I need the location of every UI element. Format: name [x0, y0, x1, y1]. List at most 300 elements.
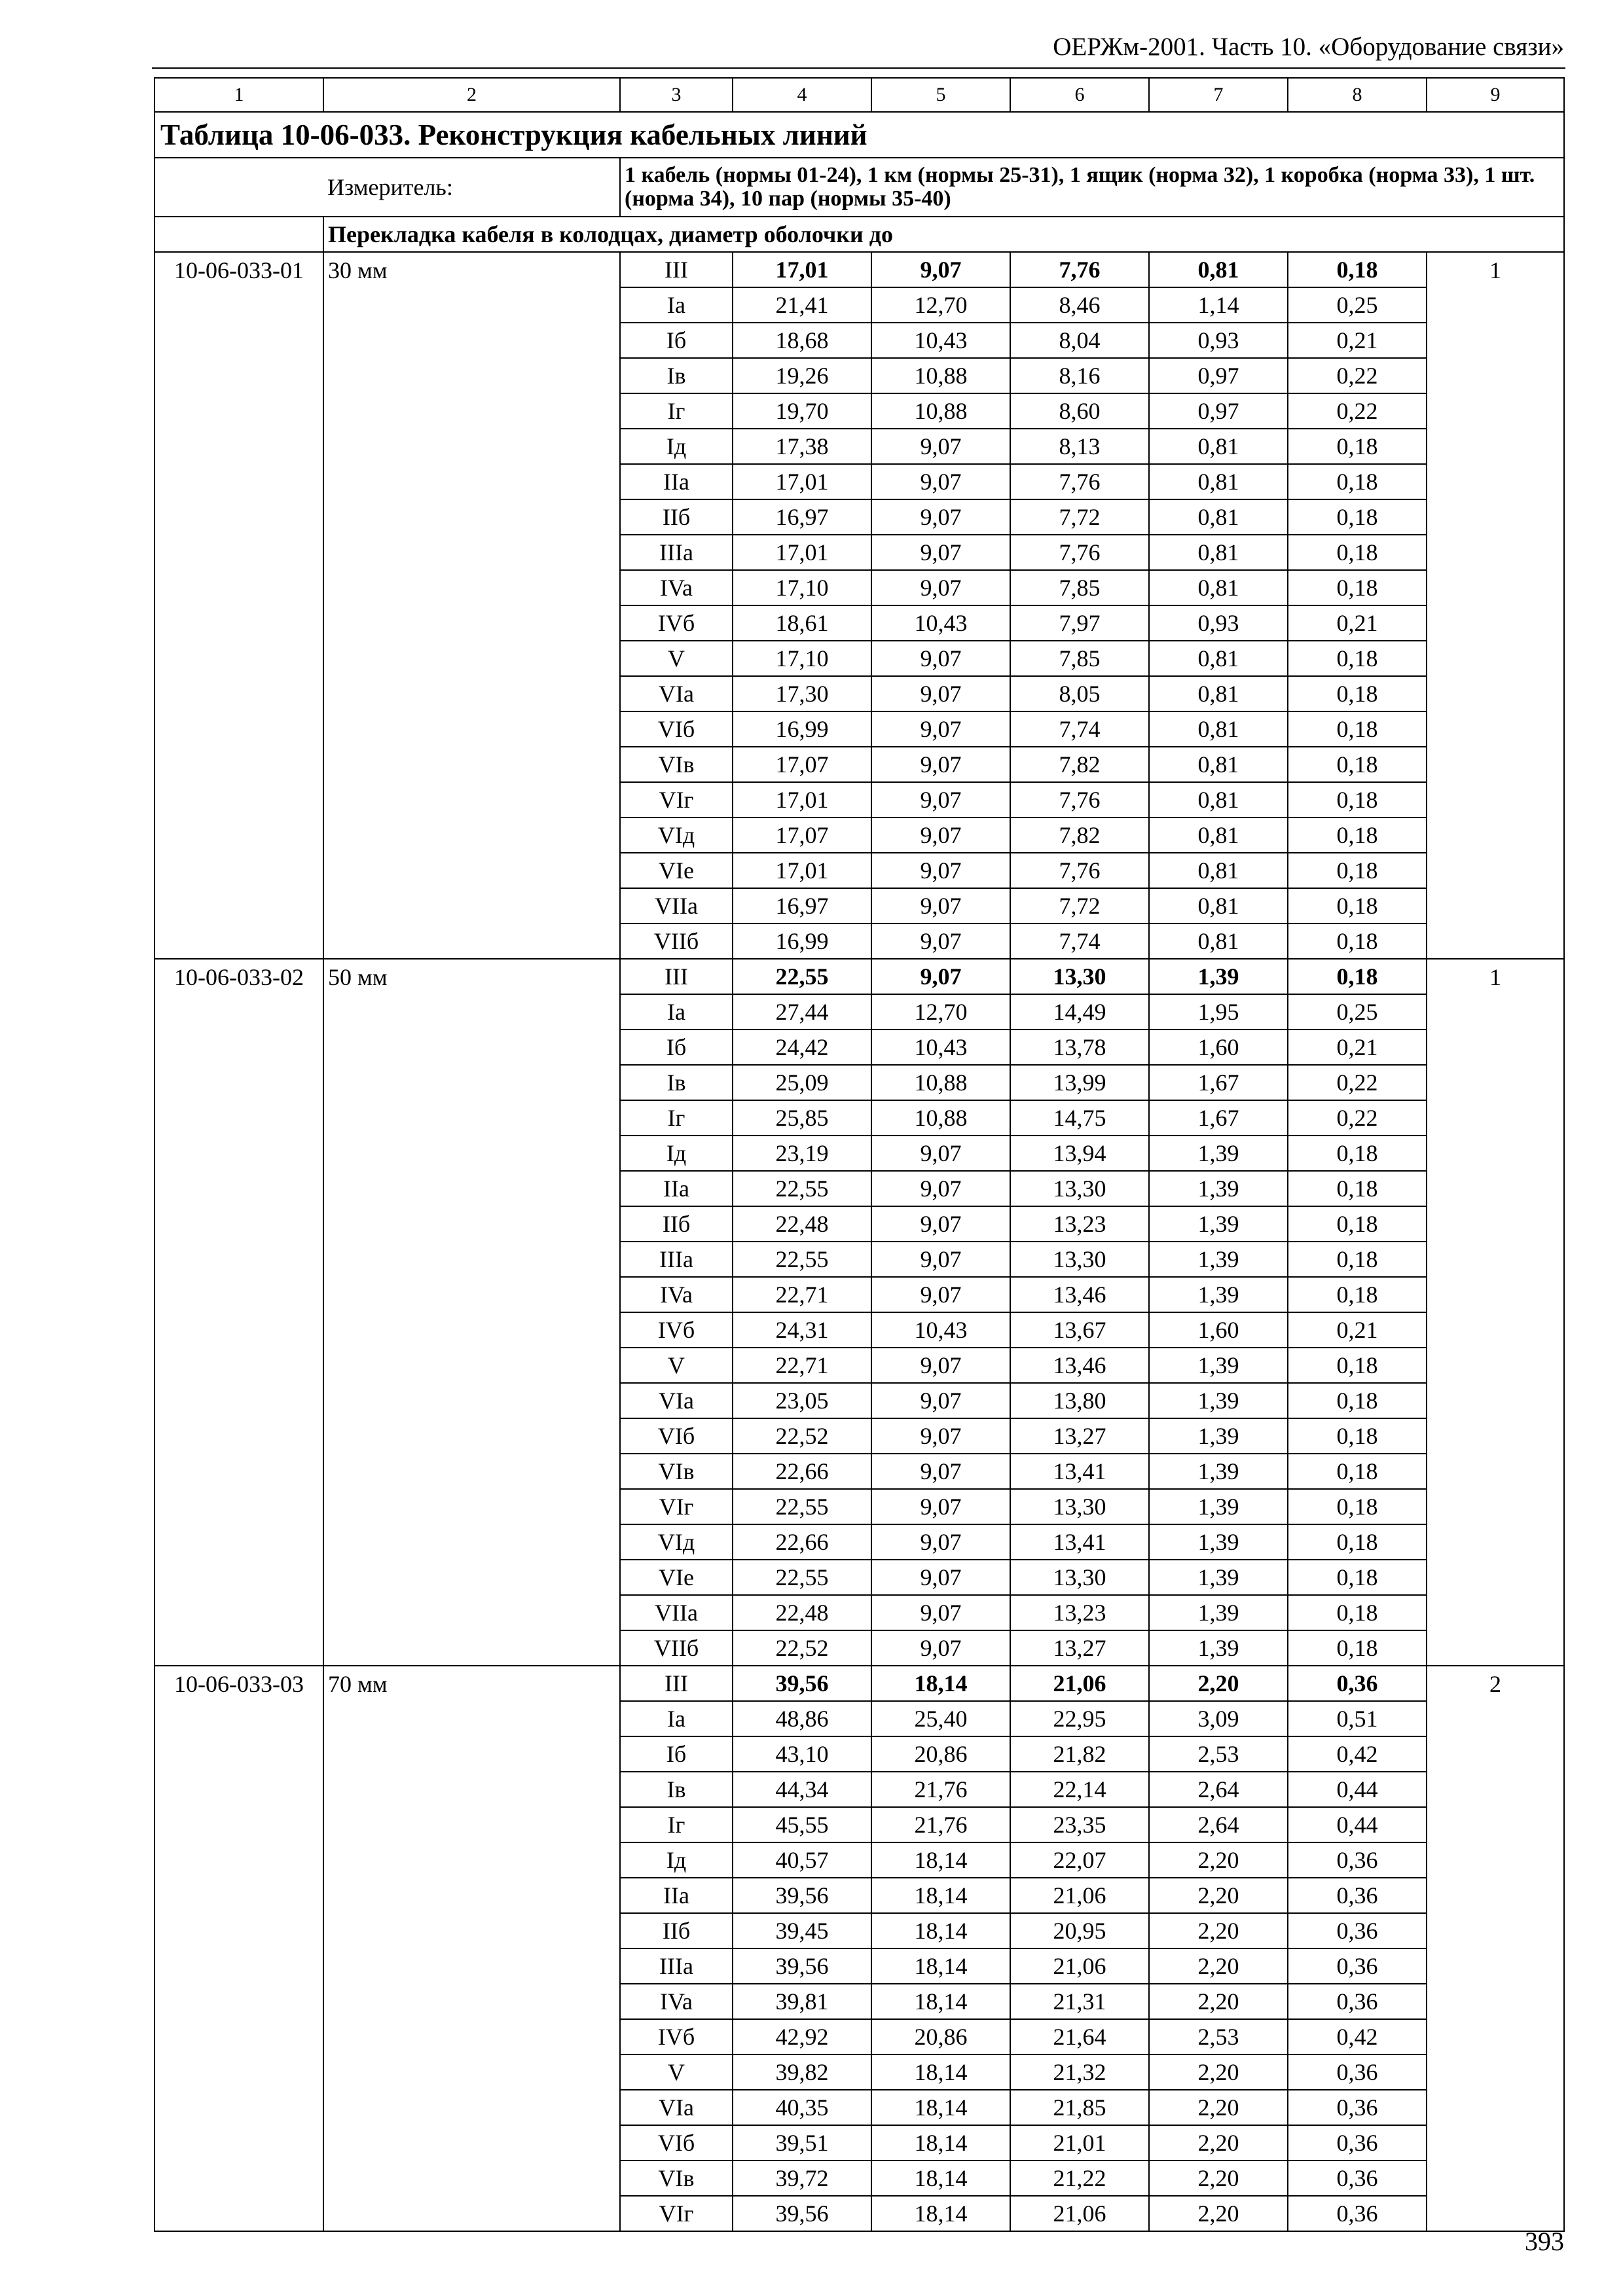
value-cell: 0,93: [1149, 323, 1288, 358]
value-cell: 18,14: [871, 2196, 1010, 2231]
value-cell: 0,81: [1149, 888, 1288, 924]
value-cell: 10,88: [871, 358, 1010, 393]
value-cell: 9,07: [871, 1171, 1010, 1206]
value-cell: 9,07: [871, 641, 1010, 676]
value-cell: 7,76: [1010, 464, 1149, 499]
value-cell: 44,34: [733, 1772, 871, 1807]
value-cell: 0,18: [1288, 535, 1427, 570]
value-cell: 18,68: [733, 323, 871, 358]
value-cell: 0,81: [1149, 570, 1288, 605]
value-cell: 0,18: [1288, 1489, 1427, 1524]
table-row: [155, 1666, 1564, 1701]
value-cell: 39,82: [733, 2054, 871, 2090]
value-cell: 16,97: [733, 499, 871, 535]
value-cell: 0,18: [1288, 429, 1427, 464]
value-cell: 7,76: [1010, 782, 1149, 817]
value-cell: 0,21: [1288, 323, 1427, 358]
value-cell: 9,07: [871, 1524, 1010, 1560]
value-cell: 2,20: [1149, 1913, 1288, 1948]
zone-cell: Iд: [620, 1136, 733, 1171]
column9-value: 1: [1427, 252, 1564, 959]
value-cell: 9,07: [871, 1454, 1010, 1489]
value-cell: 9,07: [871, 429, 1010, 464]
value-cell: 9,07: [871, 464, 1010, 499]
value-cell: 18,14: [871, 1878, 1010, 1913]
norm-code: 10-06-033-01: [155, 252, 323, 959]
value-cell: 0,22: [1288, 393, 1427, 429]
value-cell: 17,10: [733, 641, 871, 676]
value-cell: 9,07: [871, 676, 1010, 711]
value-cell: 17,38: [733, 429, 871, 464]
zone-cell: VIa: [620, 2090, 733, 2125]
value-cell: 16,97: [733, 888, 871, 924]
value-cell: 20,86: [871, 2019, 1010, 2054]
value-cell: 13,99: [1010, 1065, 1149, 1100]
value-cell: 10,43: [871, 1312, 1010, 1348]
value-cell: 2,20: [1149, 1948, 1288, 1984]
value-cell: 9,07: [871, 959, 1010, 994]
value-cell: 0,18: [1288, 959, 1427, 994]
value-cell: 18,14: [871, 1666, 1010, 1701]
zone-cell: VIe: [620, 853, 733, 888]
zone-cell: Iв: [620, 358, 733, 393]
value-cell: 23,35: [1010, 1807, 1149, 1842]
zone-cell: Ia: [620, 994, 733, 1030]
value-cell: 1,60: [1149, 1030, 1288, 1065]
value-cell: 0,18: [1288, 1560, 1427, 1595]
zone-cell: VIг: [620, 782, 733, 817]
value-cell: 0,36: [1288, 1913, 1427, 1948]
zone-cell: VIд: [620, 817, 733, 853]
value-cell: 17,01: [733, 252, 871, 287]
value-cell: 18,14: [871, 1984, 1010, 2019]
value-cell: 17,30: [733, 676, 871, 711]
value-cell: 0,36: [1288, 1984, 1427, 2019]
value-cell: 0,51: [1288, 1701, 1427, 1736]
value-cell: 10,88: [871, 393, 1010, 429]
value-cell: 9,07: [871, 853, 1010, 888]
value-cell: 9,07: [871, 782, 1010, 817]
value-cell: 7,72: [1010, 499, 1149, 535]
zone-cell: IVa: [620, 1277, 733, 1312]
value-cell: 0,81: [1149, 782, 1288, 817]
zone-cell: VIIa: [620, 888, 733, 924]
value-cell: 0,18: [1288, 782, 1427, 817]
value-cell: 13,30: [1010, 1242, 1149, 1277]
zone-cell: V: [620, 2054, 733, 2090]
value-cell: 0,36: [1288, 2090, 1427, 2125]
value-cell: 13,46: [1010, 1277, 1149, 1312]
zone-cell: Iд: [620, 429, 733, 464]
value-cell: 22,14: [1010, 1772, 1149, 1807]
value-cell: 0,42: [1288, 2019, 1427, 2054]
value-cell: 2,20: [1149, 1666, 1288, 1701]
value-cell: 45,55: [733, 1807, 871, 1842]
value-cell: 0,18: [1288, 711, 1427, 747]
value-cell: 9,07: [871, 1383, 1010, 1418]
value-cell: 0,18: [1288, 1136, 1427, 1171]
value-cell: 0,22: [1288, 1065, 1427, 1100]
value-cell: 17,01: [733, 853, 871, 888]
value-cell: 7,72: [1010, 888, 1149, 924]
value-cell: 0,18: [1288, 817, 1427, 853]
value-cell: 7,76: [1010, 535, 1149, 570]
zone-cell: V: [620, 641, 733, 676]
value-cell: 8,16: [1010, 358, 1149, 393]
value-cell: 1,39: [1149, 1630, 1288, 1666]
zone-cell: VIIб: [620, 924, 733, 959]
zone-cell: VIг: [620, 2196, 733, 2231]
value-cell: 13,41: [1010, 1454, 1149, 1489]
rates-table: [154, 77, 1565, 2232]
value-cell: 2,20: [1149, 1878, 1288, 1913]
value-cell: 10,43: [871, 1030, 1010, 1065]
value-cell: 9,07: [871, 1489, 1010, 1524]
value-cell: 22,07: [1010, 1842, 1149, 1878]
meter-blank: [155, 158, 323, 217]
value-cell: 22,66: [733, 1454, 871, 1489]
zone-cell: Iв: [620, 1772, 733, 1807]
value-cell: 14,75: [1010, 1100, 1149, 1136]
zone-cell: IIб: [620, 499, 733, 535]
zone-cell: III: [620, 1666, 733, 1701]
value-cell: 39,56: [733, 1878, 871, 1913]
zone-cell: IVб: [620, 1312, 733, 1348]
value-cell: 9,07: [871, 1242, 1010, 1277]
value-cell: 19,26: [733, 358, 871, 393]
table-row: [155, 252, 1564, 287]
norm-code: 10-06-033-03: [155, 1666, 323, 2231]
value-cell: 13,27: [1010, 1418, 1149, 1454]
value-cell: 0,18: [1288, 641, 1427, 676]
value-cell: 22,55: [733, 1242, 871, 1277]
value-cell: 0,21: [1288, 605, 1427, 641]
value-cell: 0,18: [1288, 1277, 1427, 1312]
value-cell: 18,61: [733, 605, 871, 641]
value-cell: 0,18: [1288, 853, 1427, 888]
page-number: 393: [1525, 2227, 1564, 2256]
value-cell: 21,06: [1010, 1878, 1149, 1913]
zone-cell: VIв: [620, 2161, 733, 2196]
value-cell: 2,64: [1149, 1772, 1288, 1807]
value-cell: 1,39: [1149, 1595, 1288, 1630]
value-cell: 0,36: [1288, 2161, 1427, 2196]
value-cell: 9,07: [871, 711, 1010, 747]
value-cell: 14,49: [1010, 994, 1149, 1030]
value-cell: 18,14: [871, 2161, 1010, 2196]
value-cell: 1,39: [1149, 959, 1288, 994]
value-cell: 0,18: [1288, 252, 1427, 287]
value-cell: 8,46: [1010, 287, 1149, 323]
value-cell: 9,07: [871, 535, 1010, 570]
meter-row: [155, 158, 1564, 217]
value-cell: 13,94: [1010, 1136, 1149, 1171]
value-cell: 9,07: [871, 1560, 1010, 1595]
value-cell: 39,45: [733, 1913, 871, 1948]
value-cell: 7,74: [1010, 924, 1149, 959]
value-cell: 0,21: [1288, 1312, 1427, 1348]
value-cell: 21,64: [1010, 2019, 1149, 2054]
value-cell: 0,18: [1288, 1383, 1427, 1418]
value-cell: 1,39: [1149, 1136, 1288, 1171]
value-cell: 22,55: [733, 959, 871, 994]
value-cell: 1,39: [1149, 1242, 1288, 1277]
value-cell: 10,43: [871, 605, 1010, 641]
value-cell: 0,25: [1288, 994, 1427, 1030]
value-cell: 13,30: [1010, 1489, 1149, 1524]
column-number: 3: [620, 78, 733, 112]
diameter: 50 мм: [323, 959, 620, 1666]
value-cell: 2,64: [1149, 1807, 1288, 1842]
meter-label: Измеритель:: [323, 158, 620, 217]
zone-cell: IIб: [620, 1206, 733, 1242]
value-cell: 9,07: [871, 888, 1010, 924]
value-cell: 1,60: [1149, 1312, 1288, 1348]
value-cell: 18,14: [871, 1913, 1010, 1948]
value-cell: 0,18: [1288, 1524, 1427, 1560]
value-cell: 0,81: [1149, 853, 1288, 888]
value-cell: 13,67: [1010, 1312, 1149, 1348]
diameter: 70 мм: [323, 1666, 620, 2231]
value-cell: 0,18: [1288, 1630, 1427, 1666]
value-cell: 0,36: [1288, 1878, 1427, 1913]
zone-cell: IIa: [620, 464, 733, 499]
value-cell: 18,14: [871, 1842, 1010, 1878]
zone-cell: Iг: [620, 1807, 733, 1842]
value-cell: 1,39: [1149, 1418, 1288, 1454]
value-cell: 13,30: [1010, 1171, 1149, 1206]
zone-cell: IVa: [620, 570, 733, 605]
value-cell: 25,40: [871, 1701, 1010, 1736]
column9-value: 1: [1427, 959, 1564, 1666]
value-cell: 0,18: [1288, 1242, 1427, 1277]
page-header: ОЕРЖм-2001. Часть 10. «Оборудование связи»: [1053, 33, 1564, 61]
value-cell: 13,30: [1010, 959, 1149, 994]
value-cell: 0,81: [1149, 747, 1288, 782]
value-cell: 21,82: [1010, 1736, 1149, 1772]
value-cell: 1,39: [1149, 1383, 1288, 1418]
value-cell: 0,21: [1288, 1030, 1427, 1065]
value-cell: 0,18: [1288, 1348, 1427, 1383]
zone-cell: Ia: [620, 1701, 733, 1736]
zone-cell: IVa: [620, 1984, 733, 2019]
column-number: 4: [733, 78, 871, 112]
column-number-row: [155, 78, 1564, 112]
value-cell: 9,07: [871, 252, 1010, 287]
value-cell: 1,39: [1149, 1489, 1288, 1524]
zone-cell: VIa: [620, 676, 733, 711]
value-cell: 0,81: [1149, 464, 1288, 499]
zone-cell: IVб: [620, 2019, 733, 2054]
value-cell: 0,97: [1149, 358, 1288, 393]
value-cell: 0,18: [1288, 1595, 1427, 1630]
value-cell: 39,81: [733, 1984, 871, 2019]
value-cell: 7,82: [1010, 747, 1149, 782]
value-cell: 7,82: [1010, 817, 1149, 853]
table-title: Таблица 10-06-033. Реконструкция кабельных линий: [155, 112, 1564, 158]
value-cell: 0,36: [1288, 2125, 1427, 2161]
value-cell: 0,44: [1288, 1772, 1427, 1807]
zone-cell: IIa: [620, 1171, 733, 1206]
value-cell: 39,51: [733, 2125, 871, 2161]
value-cell: 2,20: [1149, 2196, 1288, 2231]
header-rule: [152, 67, 1565, 69]
value-cell: 0,18: [1288, 570, 1427, 605]
column-number: 9: [1427, 78, 1564, 112]
value-cell: 21,22: [1010, 2161, 1149, 2196]
value-cell: 19,70: [733, 393, 871, 429]
value-cell: 17,01: [733, 782, 871, 817]
column-number: 7: [1149, 78, 1288, 112]
zone-cell: III: [620, 959, 733, 994]
value-cell: 1,39: [1149, 1206, 1288, 1242]
value-cell: 22,71: [733, 1277, 871, 1312]
value-cell: 40,35: [733, 2090, 871, 2125]
value-cell: 0,22: [1288, 358, 1427, 393]
zone-cell: VIд: [620, 1524, 733, 1560]
value-cell: 17,01: [733, 464, 871, 499]
value-cell: 2,20: [1149, 2161, 1288, 2196]
value-cell: 21,32: [1010, 2054, 1149, 2090]
value-cell: 0,36: [1288, 2196, 1427, 2231]
zone-cell: IIIa: [620, 535, 733, 570]
value-cell: 9,07: [871, 1136, 1010, 1171]
value-cell: 1,14: [1149, 287, 1288, 323]
value-cell: 21,41: [733, 287, 871, 323]
value-cell: 9,07: [871, 1206, 1010, 1242]
value-cell: 1,95: [1149, 994, 1288, 1030]
value-cell: 0,18: [1288, 499, 1427, 535]
value-cell: 13,30: [1010, 1560, 1149, 1595]
zone-cell: Iг: [620, 1100, 733, 1136]
value-cell: 23,19: [733, 1136, 871, 1171]
value-cell: 21,76: [871, 1807, 1010, 1842]
value-cell: 21,01: [1010, 2125, 1149, 2161]
value-cell: 22,48: [733, 1595, 871, 1630]
value-cell: 7,76: [1010, 252, 1149, 287]
value-cell: 0,18: [1288, 747, 1427, 782]
value-cell: 17,10: [733, 570, 871, 605]
value-cell: 13,78: [1010, 1030, 1149, 1065]
value-cell: 2,53: [1149, 2019, 1288, 2054]
value-cell: 0,81: [1149, 676, 1288, 711]
value-cell: 7,85: [1010, 570, 1149, 605]
zone-cell: IIб: [620, 1913, 733, 1948]
zone-cell: Iг: [620, 393, 733, 429]
zone-cell: Ia: [620, 287, 733, 323]
value-cell: 0,36: [1288, 2054, 1427, 2090]
value-cell: 1,39: [1149, 1277, 1288, 1312]
value-cell: 2,20: [1149, 2054, 1288, 2090]
value-cell: 2,20: [1149, 1984, 1288, 2019]
value-cell: 9,07: [871, 499, 1010, 535]
value-cell: 1,39: [1149, 1348, 1288, 1383]
value-cell: 2,20: [1149, 2125, 1288, 2161]
value-cell: 21,06: [1010, 2196, 1149, 2231]
value-cell: 22,48: [733, 1206, 871, 1242]
value-cell: 10,88: [871, 1100, 1010, 1136]
value-cell: 8,05: [1010, 676, 1149, 711]
value-cell: 13,23: [1010, 1595, 1149, 1630]
value-cell: 27,44: [733, 994, 871, 1030]
value-cell: 22,55: [733, 1171, 871, 1206]
zone-cell: VIг: [620, 1489, 733, 1524]
value-cell: 9,07: [871, 1277, 1010, 1312]
value-cell: 9,07: [871, 817, 1010, 853]
value-cell: 21,85: [1010, 2090, 1149, 2125]
value-cell: 25,85: [733, 1100, 871, 1136]
value-cell: 0,25: [1288, 287, 1427, 323]
value-cell: 22,52: [733, 1418, 871, 1454]
value-cell: 23,05: [733, 1383, 871, 1418]
value-cell: 9,07: [871, 1348, 1010, 1383]
column-number: 6: [1010, 78, 1149, 112]
zone-cell: III: [620, 252, 733, 287]
value-cell: 3,09: [1149, 1701, 1288, 1736]
value-cell: 0,18: [1288, 1171, 1427, 1206]
value-cell: 9,07: [871, 1630, 1010, 1666]
value-cell: 20,86: [871, 1736, 1010, 1772]
value-cell: 9,07: [871, 570, 1010, 605]
value-cell: 9,07: [871, 1595, 1010, 1630]
value-cell: 0,42: [1288, 1736, 1427, 1772]
value-cell: 9,07: [871, 747, 1010, 782]
value-cell: 0,81: [1149, 499, 1288, 535]
value-cell: 13,46: [1010, 1348, 1149, 1383]
zone-cell: VIe: [620, 1560, 733, 1595]
value-cell: 0,36: [1288, 1666, 1427, 1701]
value-cell: 18,14: [871, 2125, 1010, 2161]
value-cell: 12,70: [871, 287, 1010, 323]
value-cell: 0,81: [1149, 817, 1288, 853]
diameter: 30 мм: [323, 252, 620, 959]
value-cell: 0,81: [1149, 252, 1288, 287]
value-cell: 18,14: [871, 2054, 1010, 2090]
zone-cell: Iб: [620, 323, 733, 358]
zone-cell: VIIa: [620, 1595, 733, 1630]
value-cell: 1,39: [1149, 1560, 1288, 1595]
value-cell: 21,31: [1010, 1984, 1149, 2019]
section-blank: [155, 217, 323, 252]
value-cell: 25,09: [733, 1065, 871, 1100]
value-cell: 9,07: [871, 1418, 1010, 1454]
zone-cell: IVб: [620, 605, 733, 641]
value-cell: 1,39: [1149, 1171, 1288, 1206]
zone-cell: Iв: [620, 1065, 733, 1100]
column9-value: 2: [1427, 1666, 1564, 2231]
value-cell: 22,52: [733, 1630, 871, 1666]
value-cell: 8,04: [1010, 323, 1149, 358]
zone-cell: VIIб: [620, 1630, 733, 1666]
zone-cell: VIв: [620, 747, 733, 782]
table-row: [155, 959, 1564, 994]
value-cell: 20,95: [1010, 1913, 1149, 1948]
column-number: 2: [323, 78, 620, 112]
value-cell: 17,07: [733, 747, 871, 782]
zone-cell: Iб: [620, 1030, 733, 1065]
value-cell: 43,10: [733, 1736, 871, 1772]
value-cell: 13,27: [1010, 1630, 1149, 1666]
value-cell: 18,14: [871, 1948, 1010, 1984]
value-cell: 10,88: [871, 1065, 1010, 1100]
value-cell: 0,81: [1149, 641, 1288, 676]
value-cell: 18,14: [871, 2090, 1010, 2125]
value-cell: 13,23: [1010, 1206, 1149, 1242]
value-cell: 7,74: [1010, 711, 1149, 747]
value-cell: 0,36: [1288, 1948, 1427, 1984]
norm-code: 10-06-033-02: [155, 959, 323, 1666]
zone-cell: VIв: [620, 1454, 733, 1489]
